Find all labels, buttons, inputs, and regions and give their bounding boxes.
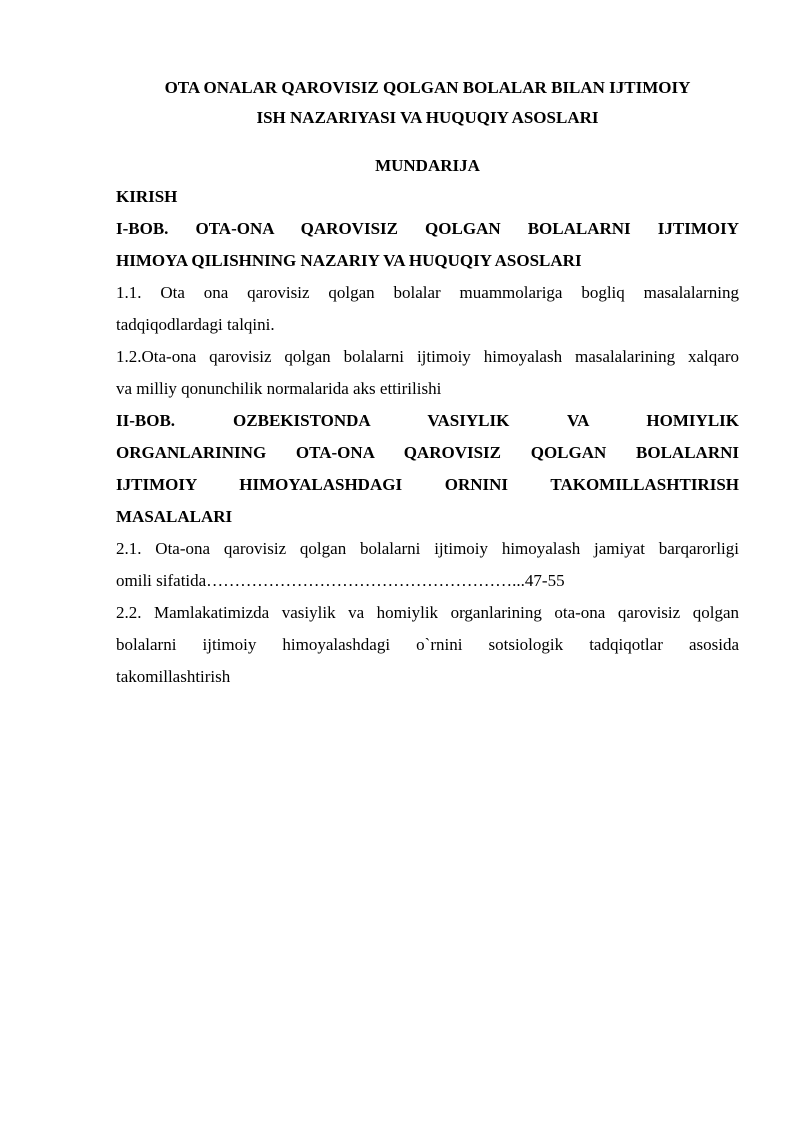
toc-section-2-1 [116, 533, 739, 597]
toc-section-2-2 [116, 597, 739, 693]
toc-section-1-1-line-2: tadqiqodlardagi talqini. [116, 315, 275, 334]
toc-chapter-2-line-4: MASALALARI [116, 507, 233, 526]
toc-chapter-1-line-1: I-BOB. OTA-ONA QAROVISIZ QOLGAN BOLALARNI IJTIMOIY [116, 219, 739, 238]
toc-chapter-2-line-1: II-BOB. OZBEKISTONDA VASIYLIK VA HOMIYLIK [116, 411, 739, 430]
document-title-line-1: OTA ONALAR QAROVISIZ QOLGAN BOLALAR BILAN IJTIMOIY [164, 78, 691, 97]
table-of-contents [116, 181, 739, 693]
toc-section-2-2-line-3: takomillashtirish [116, 667, 231, 686]
toc-chapter-2-line-2: ORGANLARINING OTA-ONA QAROVISIZ QOLGAN BOLALARNI [116, 443, 739, 462]
toc-section-1-2 [116, 341, 739, 405]
toc-section-1-2-line-1: 1.2.Ota-ona qarovisiz qolgan bolalarni ijtimoiy himoyalash masalalarining xalqaro [116, 347, 739, 366]
toc-section-1-1 [116, 277, 739, 341]
toc-section-1-2-line-2: va milliy qonunchilik normalarida aks ettirilishi [116, 379, 442, 398]
contents-heading: MUNDARIJA [375, 156, 480, 175]
toc-chapter-2-line-3: IJTIMOIY HIMOYALASHDAGI ORNINI TAKOMILLASHTIRISH [116, 475, 739, 494]
toc-section-2-2-line-2: bolalarni ijtimoiy himoyalashdagi o`rnini sotsiologik tadqiqotlar asosida [116, 635, 739, 654]
toc-section-2-1-line-2: omili sifatida………………………………………………...47-55 [116, 571, 565, 590]
toc-section-1-1-line-1: 1.1. Ota ona qarovisiz qolgan bolalar muammolariga bogliq masalalarning [116, 283, 739, 302]
toc-chapter-1 [116, 213, 739, 277]
document-page [116, 73, 739, 693]
toc-section-2-2-line-1: 2.2. Mamlakatimizda vasiylik va homiylik organlarining ota-ona qarovisiz qolgan [116, 603, 739, 622]
document-title-line-2: ISH NAZARIYASI VA HUQUQIY ASOSLARI [256, 108, 599, 127]
toc-intro: KIRISH [116, 187, 178, 206]
toc-chapter-2 [116, 405, 739, 533]
toc-chapter-1-line-2: HIMOYA QILISHNING NAZARIY VA HUQUQIY ASOSLARI [116, 251, 582, 270]
toc-section-2-1-line-1: 2.1. Ota-ona qarovisiz qolgan bolalarni ijtimoiy himoyalash jamiyat barqarorligi [116, 539, 739, 558]
